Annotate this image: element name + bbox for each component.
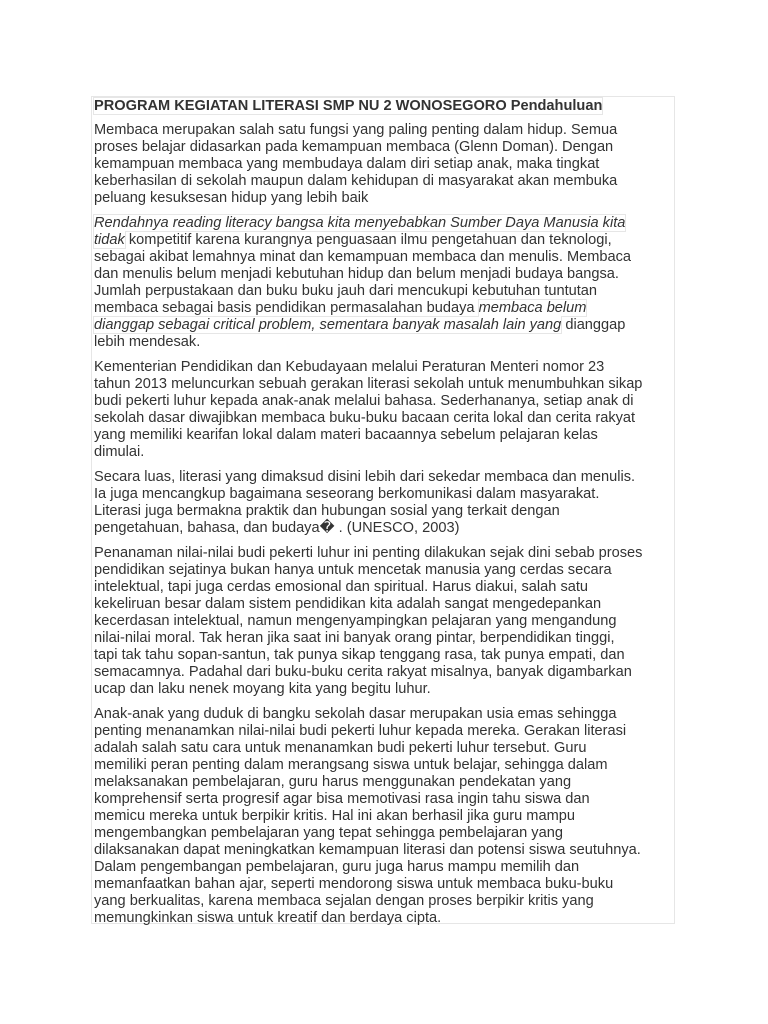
paragraph-reading-literacy (94, 215, 684, 351)
paragraph-reading-literacy-italic-2: membaca belum dianggap sebagai critical problem, sementara banyak masalah lain yang (94, 300, 587, 333)
paragraph-kemendikbud: Kementerian Pendidikan dan Kebudayaan melalui Peraturan Menteri nomor 23 tahun 2013 meluncurkan sebuah gerakan literasi sekolah untuk menumbuhkan sikap budi pekerti luhur kepada anak-anak melalui bahasa. Sederhananya, setiap anak di sekolah dasar diwajibkan membaca buku-buku bacaan cerita lokal dan cerita rakyat yang memiliki kearifan lokal dalam materi bacaannya sebelum pelajaran kelas dimulai. (94, 359, 643, 460)
paragraph-literacy-definition: Secara luas, literasi yang dimaksud disini lebih dari sekedar membaca dan menulis. Ia juga mencangkup bagaimana seseorang berkomunikasi dalam masyarakat. Literasi juga bermakna praktik dan hubungan sosial yang terkait dengan pengetahuan, bahasa, dan budaya� . (UNESCO, 2003) (94, 469, 636, 536)
document-page (91, 96, 675, 924)
paragraph-intro: Membaca merupakan salah satu fungsi yang paling penting dalam hidup. Semua proses belajar didasarkan pada kemampuan membaca (Glenn Doman). Dengan kemampuan membaca yang membudaya dalam diri setiap anak, maka tingkat keberhasilan di sekolah maupun dalam kehidupan di masyarakat akan membuka peluang kesuksesan hidup yang lebih baik (94, 122, 618, 206)
paragraph-elementary-students: Anak-anak yang duduk di bangku sekolah dasar merupakan usia emas sehingga penting menanamkan nilai-nilai budi pekerti luhur kepada mereka. Gerakan literasi adalah salah satu cara untuk menanamkan budi pekerti luhur tersebut. Guru memiliki peran penting dalam merangsang siswa untuk belajar, sehingga dalam melaksanakan pembelajaran, guru harus menggunakan pendekatan yang komprehensif serta progresif agar bisa memotivasi rasa ingin tahu siswa dan memicu mereka untuk berpikir kritis. Hal ini akan berhasil jika guru mampu mengembangkan pembelajaran yang tepat sehingga pembelajaran yang dilaksanakan dapat meningkatkan kemampuan literasi dan potensi siswa seutuhnya. Dalam pengembangan pembelajaran, guru juga harus mampu memilih dan memanfaatkan bahan ajar, seperti mendorong siswa untuk membaca buku-buku yang berkualitas, karena membaca sejalan dengan proses berpikir kritis yang memungkinkan siswa untuk kreatif dan berdaya cipta. (94, 706, 641, 926)
paragraph-character-values: Penanaman nilai-nilai budi pekerti luhur ini penting dilakukan sejak dini sebab proses pendidikan sejatinya bukan hanya untuk mencetak manusia yang cerdas secara intelektual, tapi juga cerdas emosional dan spiritual. Harus diakui, salah satu kekeliruan besar dalam sistem pendidikan kita adalah sangat mengedepankan kecerdasan intelektual, namun mengenyampingkan pelajaran yang mengandung nilai-nilai moral. Tak heran jika saat ini banyak orang pintar, berpendidikan tinggi, tapi tak tahu sopan-santun, tak punya sikap tenggang rasa, tak punya empati, dan semacamnya. Padahal dari buku-buku cerita rakyat misalnya, banyak digambarkan ucap dan laku nenek moyang kita yang begitu luhur. (94, 545, 643, 697)
paragraph-reading-literacy-italic-1: Rendahnya reading literacy bangsa kita menyebabkan Sumber Daya Manusia kita tidak (94, 215, 626, 248)
paragraph-reading-literacy-text-1: kompetitif karena kurangnya penguasaan ilmu pengetahuan dan teknologi, sebagai akibat lemahnya minat dan kemampuan membaca dan menulis. Membaca dan menulis belum menjadi kebutuhan hidup dan belum menjadi budaya bangsa. Jumlah perpustakaan dan buku buku jauh dari mencukupi kebutuhan tuntutan membaca sebagai basis pendidikan permasalahan budaya (94, 232, 632, 316)
document-title-text: PROGRAM KEGIATAN LITERASI SMP NU 2 WONOSEGORO Pendahuluan (94, 98, 603, 114)
document-content (94, 98, 684, 935)
document-title (94, 98, 684, 115)
paragraph-reading-literacy-text-2: dianggap lebih mendesak. (94, 317, 626, 350)
